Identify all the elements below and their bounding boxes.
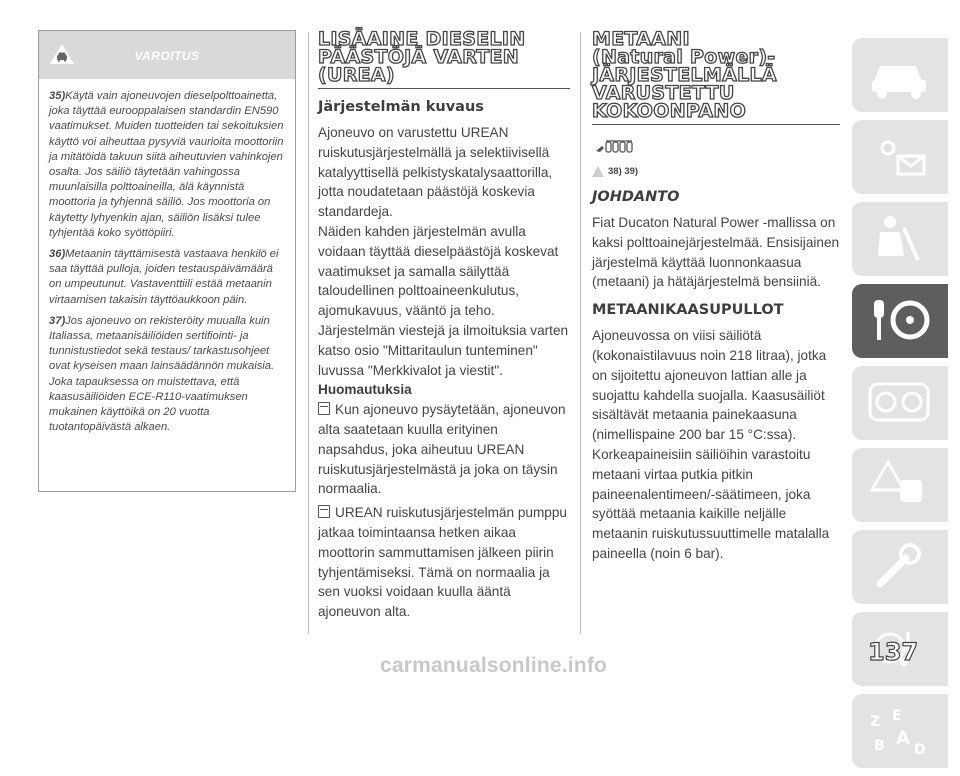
urea-title: LISÄAINE DIESELIN PÄÄSTÖJÄ VARTEN (UREA) bbox=[318, 30, 570, 89]
note-icon bbox=[318, 505, 330, 518]
seatbelt-icon bbox=[866, 212, 932, 266]
warning-item: 37)Jos ajoneuvo on rekisteröity muualla kuin Italiassa, metaanisäiliöiden sertifiointi- ja tunnistustiedot sekä testaus/ tarkastusohjeet ovat kyseisen maan lainsäädännön mukaisia. Joka tapauksessa on muistettava, että kaasusäiliöiden ECE-R110-vaatimuksen mukainen käyttöikä on 20 vuotta tuotantopäivästä alkaen. bbox=[49, 314, 275, 434]
note-icon bbox=[318, 402, 330, 415]
gas-cylinder-icon bbox=[592, 137, 640, 155]
warning-item: 36)Metaanin täyttämisestä vastaava henkilö ei saa täyttää pulloja, joiden testauspäivämäärä on umpeutunut. Vastaventtiili estää metaanin virtaamisen takaisin täyttöaukkoon päin. bbox=[49, 248, 279, 306]
tab-maintenance[interactable] bbox=[852, 530, 948, 604]
note-item: Kun ajoneuvo pysäytetään, ajoneuvon alta saatetaan kuulla erityinen napsahdus, joka aiheutuu UREAN ruiskutusjärjestelmästä ja joka on täysin normaalia. bbox=[318, 402, 566, 497]
svg-text:A: A bbox=[896, 728, 910, 749]
note-item: UREAN ruiskutusjärjestelmän pumppu jatkaa toimintaansa hetken aikaa moottorin sammuttamisen jälkeen piirin tyhjentämiseksi. Tämä on normaalia ja sen vuoksi voidaan kuulla ääntä ajoneuvon alta. bbox=[318, 505, 567, 620]
tab-starting-driving[interactable] bbox=[852, 284, 948, 358]
tab-lights[interactable] bbox=[852, 120, 948, 194]
watermark: carmanualsonline.info bbox=[380, 654, 608, 677]
warning-column bbox=[38, 30, 298, 492]
warning-title: VAROITUS bbox=[134, 49, 200, 63]
warning-header bbox=[39, 31, 295, 79]
urea-section bbox=[318, 30, 570, 626]
metaani-section bbox=[592, 30, 840, 564]
car-icon bbox=[866, 48, 932, 102]
svg-text:Z: Z bbox=[870, 714, 881, 730]
tab-vehicle[interactable] bbox=[852, 38, 948, 112]
key-steering-wheel-icon bbox=[866, 294, 932, 348]
cylinders-title: METAANIKAASUPULLOT bbox=[592, 302, 784, 319]
warning-lights-icon bbox=[866, 130, 932, 184]
svg-text:B: B bbox=[874, 738, 885, 754]
svg-text:E: E bbox=[892, 708, 902, 724]
intro-text: Fiat Ducaton Natural Power -mallissa on kaksi polttoainejärjestelmää. Ensisijainen järjestelmä käyttää luonnonkaasua (metaani) ja hätäjärjestelmä bensiiniä. bbox=[592, 215, 840, 290]
notes-title: Huomautuksia bbox=[318, 382, 412, 398]
urea-para-2: Näiden kahden järjestelmän avulla voidaan täyttää dieselpäästöjä koskevat vaatimukset ja samalla säilyttää taloudellinen polttoaineenkulutus, ajomukavuus, vääntö ja teho. Järjestelmän viestejä ja ilmoituksia varten katso osio "Mittaritaulun tunteminen" luvussa "Merkkivalot ja viestit". bbox=[318, 223, 569, 378]
alphabet-index-icon bbox=[866, 704, 932, 758]
cylinders-text: Ajoneuvossa on viisi säiliötä (kokonaistilavuus noin 218 litraa), jotka on sijoitettu ajoneuvon lattian alle ja suojattu kahdella suojalla. Kaasusäiliöt sisältävät metaania painekaasuna (nimellispaine 200 bar 15 °C:ssa). Korkeapaineisiin säiliöihin varastoitu metaani virtaa putkia pitkin paineenalentimeen/-säätimeen, joka syöttää metaania kaikille neljälle metaanin ruiskutussuuttimelle matalalla paineella (noin 6 bar). bbox=[592, 328, 830, 561]
tab-instruments[interactable] bbox=[852, 366, 948, 440]
warning-triangle-icon bbox=[592, 166, 604, 177]
emergency-tools-icon bbox=[866, 458, 932, 512]
warning-box bbox=[38, 30, 296, 492]
column-divider bbox=[308, 32, 309, 634]
page-number: 137 bbox=[868, 638, 919, 666]
tab-index[interactable] bbox=[852, 694, 948, 768]
urea-subtitle: Järjestelmän kuvaus bbox=[318, 99, 484, 115]
warning-body bbox=[39, 79, 295, 435]
wrench-icon bbox=[866, 540, 932, 594]
warning-refs: 38) 39) bbox=[592, 166, 840, 177]
warning-item: 35)Käytä vain ajoneuvojen dieselpolttoainetta, joka täyttää eurooppalaisen standardin EN590 vaatimukset. Muiden tuotteiden tai sekoituksien käyttö voi aiheuttaa pysyviä vaurioita moottoriin ja mitätöidä takuun siitä aiheutuvien vahinkojen osalta. Jos säiliö täytetään vahingossa muunlaisilla polttoaineilla, älä käynnistä moottoria ja tyhjennä säiliö. Jos moottoria on käytetty lyhyenkin ajan, säiliön lisäksi tulee tyhjentää koko syöttöpiiri. bbox=[49, 90, 284, 239]
tab-safety[interactable] bbox=[852, 202, 948, 276]
dashboard-icon bbox=[866, 376, 932, 430]
tab-emergency[interactable] bbox=[852, 448, 948, 522]
urea-para-1: Ajoneuvo on varustettu UREAN ruiskutusjärjestelmällä ja selektiivisellä katalyyttisellä pelkistyskatalysaattorilla, jotta noudatetaan päästöjä koskevia standardeja. bbox=[318, 125, 553, 220]
column-divider bbox=[580, 32, 581, 634]
svg-text:D: D bbox=[914, 742, 926, 758]
metaani-title: METAANI (Natural Power)- JÄRJESTELMÄLLÄ VARUSTETTU KOKOONPANO bbox=[592, 30, 840, 125]
intro-title: JOHDANTO bbox=[592, 189, 680, 205]
